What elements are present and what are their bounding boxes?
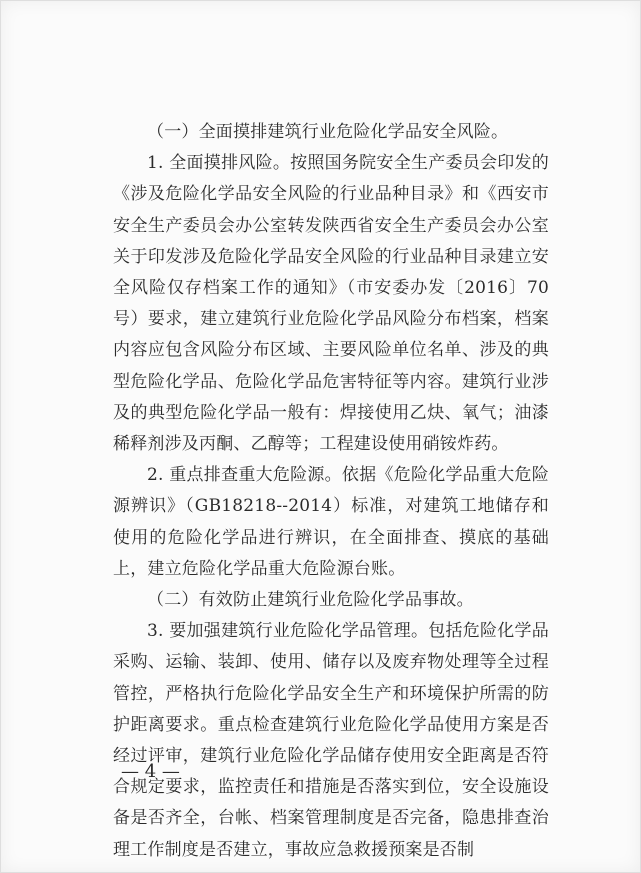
paragraph-item-3: 3. 要加强建筑行业危险化学品管理。包括危险化学品采购、运输、装卸、使用、储存以及废弃物处理等全过程管控，严格执行危险化学品安全生产和环境保护所需的防护距离要求。重点检查建筑行业危险化学品使用方案是否经过评审，建筑行业危险化学品储存使用安全距离是否符合规定要求，监控责任和措施是否落实到位，安全设施设备是否齐全，台帐、档案管理制度是否完备，隐患排查治理工作制度是否建立，事故应急救援预案是否制 xyxy=(113,621,549,860)
section-heading-2: （二）有效防止建筑行业危险化学品事故。 xyxy=(147,590,474,611)
page-number: — 4 — xyxy=(121,761,180,782)
paragraph-item-2: 2. 重点排查重大危险源。依据《危险化学品重大危险源辨识》（GB18218--2014）标准，对建筑工地储存和使用的危险化学品进行辨识，在全面排查、摸底的基础上，建立危险化学品重大危险源台账。 xyxy=(113,465,549,579)
section-heading-1: （一）全面摸排建筑行业危险化学品安全风险。 xyxy=(147,122,509,142)
document-body xyxy=(113,117,549,866)
paragraph-item-1: 1. 全面摸排风险。按照国务院安全生产委员会印发的《涉及危险化学品安全风险的行业品种目录》和《西安市安全生产委员会办公室转发陕西省安全生产委员会办公室关于印发涉及危险化学品安全风险的行业品种目录建立安全风险仅存档案工作的通知》（市安委办发〔2016〕70号）要求，建立建筑行业危险化学品风险分布档案，档案内容应包含风险分布区域、主要风险单位名单、涉及的典型危险化学品、危险化学品危害特征等内容。建筑行业涉及的典型危险化学品一般有：焊接使用乙炔、氧气；油漆稀释剂涉及丙酮、乙醇等；工程建设使用硝铵炸药。 xyxy=(113,153,549,455)
